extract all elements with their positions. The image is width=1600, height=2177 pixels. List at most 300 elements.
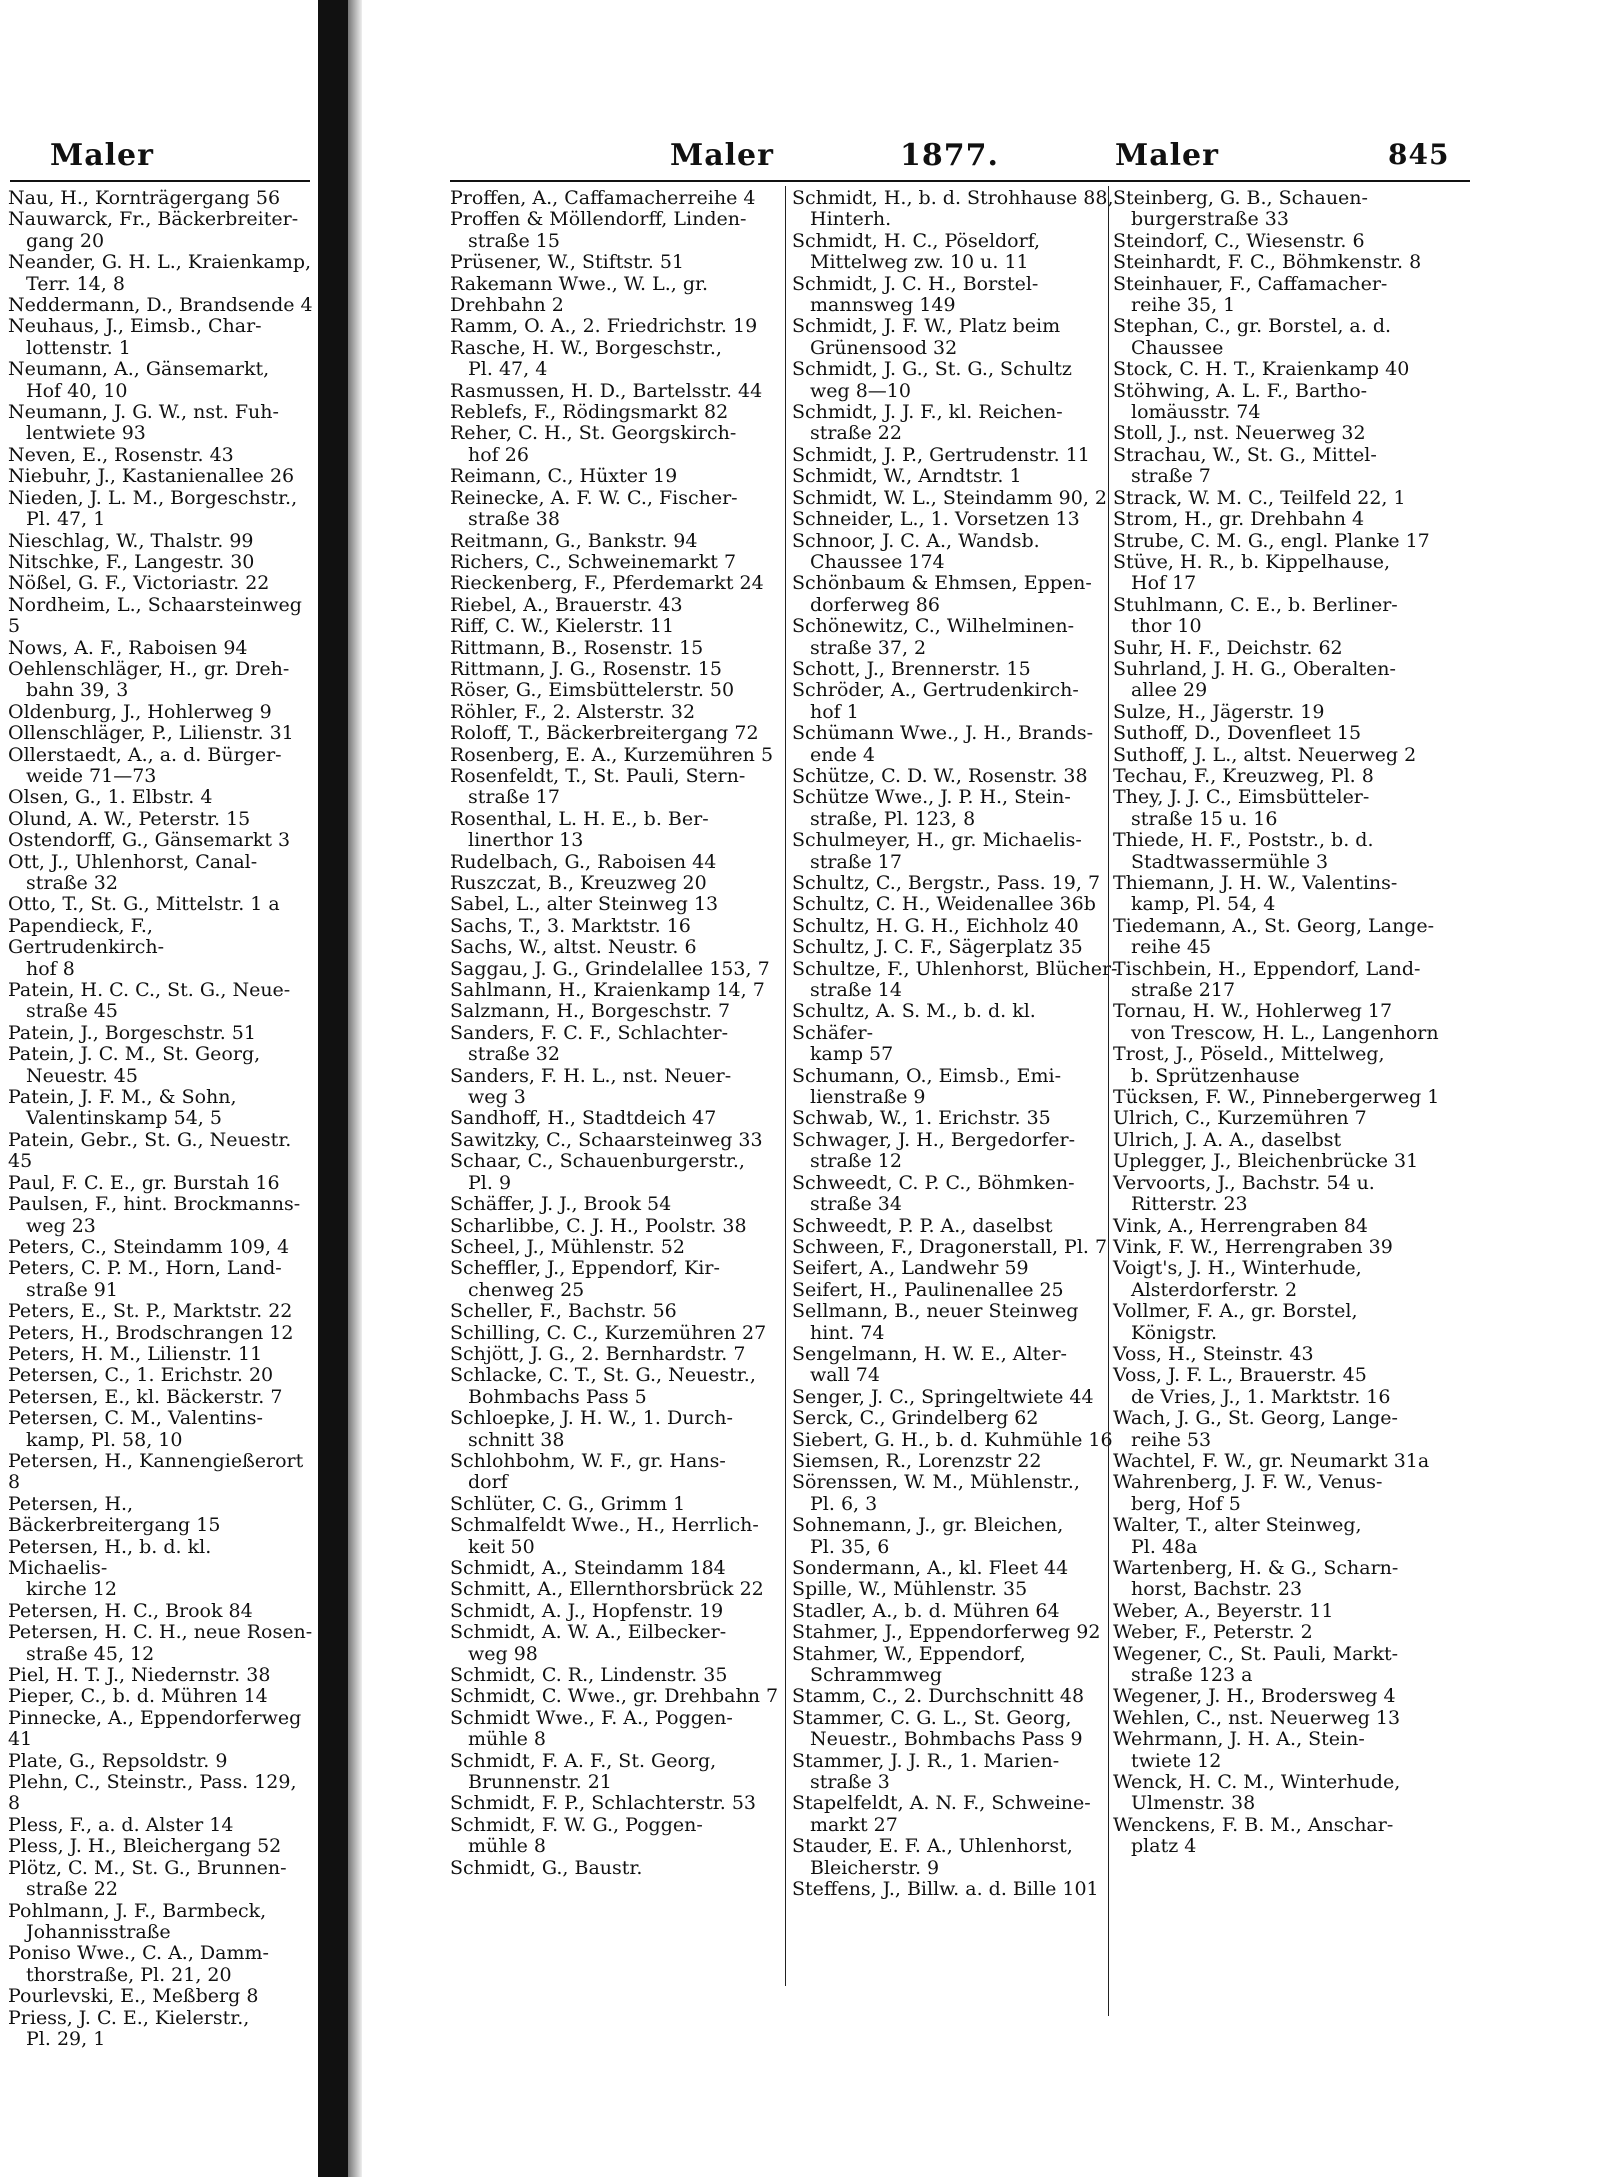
directory-line: Röser, G., Eimsbüttelerstr. 50: [450, 679, 735, 702]
column-divider-1: [785, 186, 786, 1986]
directory-line: Oldenburg, J., Hohlerweg 9: [8, 700, 272, 723]
directory-line: Sanders, F. H. L., nst. Neuer-: [450, 1064, 732, 1087]
right-column-3: [1113, 188, 1453, 2018]
directory-line: Schlohbohm, W. F., gr. Hans-: [450, 1449, 726, 1472]
directory-line: Saggau, J. G., Grindelallee 153, 7: [450, 957, 770, 980]
directory-line: Schmidt, C. Wwe., gr. Drehbahn 7: [450, 1685, 779, 1708]
directory-line: Alsterdorferstr. 2: [1131, 1278, 1298, 1301]
directory-line: Schilling, C. C., Kurzemühren 27: [450, 1321, 767, 1344]
directory-line: thorstraße, Pl. 21, 20: [26, 1963, 232, 1986]
directory-line: Scharlibbe, C. J. H., Poolstr. 38: [450, 1214, 747, 1237]
directory-line: Pl. 9: [468, 1171, 512, 1194]
directory-line: Pl. 47, 1: [26, 508, 106, 531]
directory-line: Bohmbachs Pass 5: [468, 1385, 647, 1408]
directory-line: Nitschke, F., Langestr. 30: [8, 550, 255, 573]
directory-line: Roloff, T., Bäckerbreitergang 72: [450, 722, 759, 745]
directory-line: Olund, A. W., Peterstr. 15: [8, 807, 251, 830]
directory-line: straße 34: [810, 1193, 902, 1216]
directory-line: straße 3: [810, 1771, 890, 1794]
directory-line: Patein, H. C. C., St. G., Neue-: [8, 979, 291, 1002]
right-page-year: 1877.: [900, 138, 999, 173]
directory-line: Seifert, A., Landwehr 59: [792, 1257, 1029, 1280]
directory-line: Walter, T., alter Steinweg,: [1113, 1514, 1362, 1537]
directory-line: reihe 53: [1131, 1428, 1212, 1451]
directory-line: b. Sprützenhause: [1131, 1064, 1300, 1087]
directory-line: Neumann, J. G. W., nst. Fuh-: [8, 401, 279, 424]
directory-line: Steindorf, C., Wiesenstr. 6: [1113, 229, 1365, 252]
directory-line: Piel, H. T. J., Niedernstr. 38: [8, 1664, 271, 1687]
directory-line: burgerstraße 33: [1131, 208, 1289, 231]
directory-line: Stammer, C. G. L., St. Georg,: [792, 1706, 1072, 1729]
directory-line: straße 15 u. 16: [1131, 807, 1278, 830]
directory-line: Sandhoff, H., Stadtdeich 47: [450, 1107, 717, 1130]
directory-line: Schmidt, A., Steindamm 184: [450, 1557, 726, 1579]
directory-line: Neddermann, D., Brandsende 4: [8, 294, 313, 317]
directory-line: Weber, A., Beyerstr. 11: [1113, 1599, 1334, 1622]
directory-line: Pohlmann, J. F., Barmbeck,: [8, 1899, 267, 1922]
directory-line: Tornau, H. W., Hohlerweg 17: [1113, 1000, 1393, 1023]
directory-line: thor 10: [1131, 615, 1202, 638]
directory-line: Pl. 6, 3: [810, 1492, 878, 1515]
right-header-rule: [450, 180, 1470, 182]
directory-line: straße 22: [26, 1878, 118, 1901]
directory-line: kamp 57: [810, 1043, 894, 1066]
directory-line: Stoll, J., nst. Neuerweg 32: [1113, 422, 1366, 445]
directory-line: Terr. 14, 8: [26, 272, 125, 295]
directory-line: Chaussee: [1131, 336, 1224, 359]
directory-line: Reblefs, F., Rödingsmarkt 82: [450, 401, 729, 424]
directory-line: Wach, J. G., St. Georg, Lange-: [1113, 1407, 1398, 1430]
directory-line: Patein, J., Borgeschstr. 51: [8, 1021, 256, 1044]
directory-line: Rakemann Wwe., W. L., gr.: [450, 272, 709, 295]
directory-line: Reher, C. H., St. Georgskirch-: [450, 422, 737, 445]
directory-line: Schmidt, W. L., Steindamm 90, 2: [792, 486, 1108, 509]
directory-line: Wegener, C., St. Pauli, Markt-: [1113, 1642, 1399, 1665]
directory-line: Peters, H., Brodschrangen 12: [8, 1321, 294, 1344]
directory-line: Stahmer, J., Eppendorferweg 92: [792, 1621, 1101, 1644]
directory-line: Rosenberg, E. A., Kurzemühren 5: [450, 743, 774, 766]
left-page: [0, 0, 318, 2177]
directory-line: Riebel, A., Brauerstr. 43: [450, 593, 683, 616]
directory-line: Stuhlmann, C. E., b. Berliner-: [1113, 593, 1398, 616]
directory-line: Plötz, C. M., St. G., Brunnen-: [8, 1856, 287, 1879]
directory-line: Schröder, A., Gertrudenkirch-: [792, 679, 1079, 702]
directory-line: hint. 74: [810, 1321, 885, 1344]
directory-line: straße 37, 2: [810, 636, 927, 659]
directory-line: Salzmann, H., Borgeschstr. 7: [450, 1000, 731, 1023]
left-column: [8, 187, 313, 2050]
directory-line: straße, Pl. 123, 8: [810, 807, 976, 830]
directory-line: straße 17: [468, 786, 560, 809]
directory-line: Hinterh.: [810, 208, 892, 231]
directory-line: Thiemann, J. H. W., Valentins-: [1113, 872, 1398, 894]
directory-line: Pieper, C., b. d. Mühren 14: [8, 1685, 268, 1708]
directory-line: Schweedt, C. P. C., Böhmken-: [792, 1171, 1075, 1194]
directory-line: straße 123 a: [1131, 1664, 1253, 1687]
directory-line: Schmidt, A. W. A., Eilbecker-: [450, 1621, 727, 1644]
directory-line: Schweedt, P. P. A., daselbst: [792, 1214, 1053, 1237]
directory-line: Peters, C. P. M., Horn, Land-: [8, 1257, 282, 1280]
directory-line: kirche 12: [26, 1578, 118, 1601]
directory-line: Schmidt, W., Arndtstr. 1: [792, 465, 1022, 488]
directory-line: Schmidt, J. J. F., kl. Reichen-: [792, 401, 1063, 424]
directory-line: Plehn, C., Steinstr., Pass. 129, 8: [8, 1771, 303, 1815]
directory-line: markt 27: [810, 1813, 898, 1836]
directory-line: Hof 17: [1131, 572, 1197, 595]
directory-line: Schmalfeldt Wwe., H., Herrlich-: [450, 1514, 759, 1537]
directory-line: Nordheim, L., Schaarsteinweg 5: [8, 593, 308, 638]
directory-line: Wegener, J. H., Brodersweg 4: [1113, 1685, 1396, 1708]
directory-line: Schultz, J. C. F., Sägerplatz 35: [792, 936, 1083, 959]
directory-line: Niebuhr, J., Kastanienallee 26: [8, 465, 295, 488]
directory-line: Strube, C. M. G., engl. Planke 17: [1113, 529, 1430, 552]
directory-line: Rosenthal, L. H. E., b. Ber-: [450, 807, 709, 830]
directory-line: Schwager, J. H., Bergedorfer-: [792, 1128, 1076, 1151]
directory-line: Stüve, H. R., b. Kippelhause,: [1113, 550, 1391, 573]
directory-line: Schäffer, J. J., Brook 54: [450, 1193, 672, 1216]
directory-line: lienstraße 9: [810, 1086, 926, 1109]
directory-line: Grünensood 32: [810, 336, 958, 359]
directory-line: Steffens, J., Billw. a. d. Bille 101: [792, 1878, 1099, 1901]
directory-line: Thiede, H. F., Poststr., b. d.: [1113, 829, 1374, 852]
directory-line: Schmidt, J. P., Gertrudenstr. 11: [792, 443, 1090, 466]
directory-line: weg 3: [468, 1086, 526, 1109]
directory-line: Siebert, G. H., b. d. Kuhmühle 16: [792, 1428, 1113, 1451]
directory-line: allee 29: [1131, 679, 1208, 702]
directory-line: Stamm, C., 2. Durchschnitt 48: [792, 1685, 1085, 1708]
directory-line: Steinhauer, F., Caffamacher-: [1113, 272, 1388, 295]
directory-line: hof 26: [468, 443, 529, 466]
directory-line: Stammer, J. J. R., 1. Marien-: [792, 1749, 1060, 1772]
directory-line: Nieden, J. L. M., Borgeschstr.,: [8, 486, 298, 509]
directory-line: Suhr, H. F., Deichstr. 62: [1113, 636, 1343, 659]
directory-line: Suthoff, D., Dovenfleet 15: [1113, 722, 1362, 745]
directory-line: Voss, H., Steinstr. 43: [1113, 1342, 1314, 1365]
directory-line: Neuestr. 45: [26, 1064, 138, 1087]
directory-line: Sellmann, B., neuer Steinweg: [792, 1300, 1079, 1323]
directory-line: Neuestr., Bohmbachs Pass 9: [810, 1728, 1083, 1751]
directory-line: Schwab, W., 1. Erichstr. 35: [792, 1107, 1051, 1130]
right-page: [400, 0, 1480, 2177]
directory-line: kamp, Pl. 58, 10: [26, 1428, 183, 1451]
directory-line: Schloepke, J. H. W., 1. Durch-: [450, 1407, 733, 1430]
directory-line: Schmidt, C. R., Lindenstr. 35: [450, 1664, 728, 1687]
directory-line: Spille, W., Mühlenstr. 35: [792, 1578, 1028, 1601]
directory-line: Vink, A., Herrengraben 84: [1113, 1214, 1369, 1237]
directory-line: Wehrmann, J. H. A., Stein-: [1113, 1728, 1365, 1751]
directory-line: Stöhwing, A. L. F., Bartho-: [1113, 379, 1368, 402]
directory-line: Tischbein, H., Eppendorf, Land-: [1113, 957, 1421, 980]
directory-line: Schumann, O., Eimsb., Emi-: [792, 1064, 1061, 1087]
directory-line: Pl. 35, 6: [810, 1535, 890, 1558]
directory-line: Schlüter, C. G., Grimm 1: [450, 1492, 686, 1515]
directory-line: Vink, F. W., Herrengraben 39: [1113, 1235, 1393, 1258]
directory-line: Schütze Wwe., J. P. H., Stein-: [792, 786, 1071, 809]
directory-line: Schmidt Wwe., F. A., Poggen-: [450, 1706, 733, 1729]
directory-line: Petersen, H. C., Brook 84: [8, 1599, 253, 1622]
directory-line: Wartenberg, H. & G., Scharn-: [1113, 1557, 1399, 1579]
column-divider-2: [1108, 186, 1109, 2016]
directory-line: wall 74: [810, 1364, 880, 1387]
directory-line: Schween, F., Dragonerstall, Pl. 7: [792, 1235, 1108, 1258]
directory-line: Schultz, C. H., Weidenallee 36b: [792, 893, 1096, 916]
directory-line: Ostendorff, G., Gänsemarkt 3: [8, 829, 291, 852]
directory-line: de Vries, J., 1. Marktstr. 16: [1131, 1385, 1391, 1408]
directory-line: Rasche, H. W., Borgeschstr.,: [450, 336, 722, 359]
directory-line: Reinecke, A. F. W. C., Fischer-: [450, 486, 738, 509]
directory-line: Schott, J., Brennerstr. 15: [792, 657, 1031, 680]
directory-line: lomäusstr. 74: [1131, 401, 1261, 424]
directory-line: schnitt 38: [468, 1428, 565, 1451]
directory-line: Pl. 29, 1: [26, 2027, 106, 2050]
directory-line: weg 23: [26, 1214, 96, 1237]
directory-line: weide 71—73: [26, 764, 157, 787]
directory-line: Scheller, F., Bachstr. 56: [450, 1300, 677, 1323]
directory-line: Rasmussen, H. D., Bartelsstr. 44: [450, 379, 763, 402]
directory-line: Ritterstr. 23: [1131, 1193, 1248, 1216]
directory-line: Brunnenstr. 21: [468, 1771, 612, 1794]
directory-line: ende 4: [810, 743, 876, 766]
directory-line: Rieckenberg, F., Pferdemarkt 24: [450, 572, 764, 595]
directory-line: Sawitzky, C., Schaarsteinweg 33: [450, 1128, 763, 1151]
directory-line: Serck, C., Grindelberg 62: [792, 1407, 1039, 1430]
directory-line: Schultz, H. G. H., Eichholz 40: [792, 914, 1079, 937]
directory-line: Suhrland, J. H. G., Oberalten-: [1113, 657, 1396, 680]
directory-line: Nau, H., Kornträgergang 56: [8, 187, 281, 209]
directory-line: Schmidt, F. A. F., St. Georg,: [450, 1749, 717, 1772]
directory-line: mühle 8: [468, 1728, 546, 1751]
directory-line: bahn 39, 3: [26, 679, 129, 702]
directory-line: Nößel, G. F., Victoriastr. 22: [8, 572, 270, 595]
directory-line: linerthor 13: [468, 829, 584, 852]
directory-line: Petersen, H., Bäckerbreitergang 15: [8, 1492, 221, 1537]
directory-line: straße 32: [26, 872, 118, 894]
directory-line: Scheel, J., Mühlenstr. 52: [450, 1235, 685, 1258]
directory-line: Nauwarck, Fr., Bäckerbreiter-: [8, 208, 299, 231]
directory-line: Schaar, C., Schauenburgerstr.,: [450, 1150, 745, 1173]
directory-line: They, J. J. C., Eimsbütteler-: [1113, 786, 1370, 809]
directory-line: Schmidt, A. J., Hopfenstr. 19: [450, 1599, 724, 1622]
directory-line: Sondermann, A., kl. Fleet 44: [792, 1557, 1069, 1579]
directory-line: Uplegger, J., Bleichenbrücke 31: [1113, 1150, 1419, 1173]
directory-line: Valentinskamp 54, 5: [26, 1107, 222, 1130]
directory-line: reihe 45: [1131, 936, 1212, 959]
directory-line: Sabel, L., alter Steinweg 13: [450, 893, 719, 916]
directory-line: lottenstr. 1: [26, 336, 131, 359]
directory-line: straße 45, 12: [26, 1642, 155, 1665]
directory-line: mühle 8: [468, 1835, 546, 1858]
directory-line: Ulrich, J. A. A., daselbst: [1113, 1128, 1342, 1151]
directory-line: Peters, C., Steindamm 109, 4: [8, 1235, 290, 1258]
directory-line: Neander, G. H. L., Kraienkamp,: [8, 251, 312, 274]
directory-line: Neuhaus, J., Eimsb., Char-: [8, 315, 262, 338]
directory-line: Wehlen, C., nst. Neuerweg 13: [1113, 1706, 1401, 1729]
book-gutter: [318, 0, 348, 2177]
directory-line: Vervoorts, J., Bachstr. 54 u.: [1113, 1171, 1375, 1194]
directory-line: hof 8: [26, 957, 75, 980]
directory-line: Pl. 47, 4: [468, 358, 548, 381]
directory-line: Paul, F. C. E., gr. Burstah 16: [8, 1171, 280, 1194]
directory-line: Schmidt, J. F. W., Platz beim: [792, 315, 1061, 338]
directory-line: Rittmann, J. G., Rosenstr. 15: [450, 657, 723, 680]
directory-line: straße 14: [810, 979, 902, 1002]
directory-line: Schmidt, F. P., Schlachterstr. 53: [450, 1792, 756, 1815]
directory-line: Riff, C. W., Kielerstr. 11: [450, 615, 675, 638]
directory-line: Stephan, C., gr. Borstel, a. d.: [1113, 315, 1392, 338]
directory-line: Weber, F., Peterstr. 2: [1113, 1621, 1313, 1644]
directory-line: weg 98: [468, 1642, 538, 1665]
directory-line: Röhler, F., 2. Alsterstr. 32: [450, 700, 696, 723]
directory-line: Sanders, F. C. F., Schlachter-: [450, 1021, 729, 1044]
directory-line: Schütze, C. D. W., Rosenstr. 38: [792, 764, 1088, 787]
directory-line: Priess, J. C. E., Kielerstr.,: [8, 2006, 250, 2029]
directory-line: Voigt's, J. H., Winterhude,: [1113, 1257, 1362, 1280]
directory-line: Bleicherstr. 9: [810, 1856, 940, 1879]
directory-line: Tücksen, F. W., Pinnebergerweg 1: [1113, 1086, 1440, 1109]
directory-line: Rittmann, B., Rosenstr. 15: [450, 636, 704, 659]
directory-line: Nows, A. F., Raboisen 94: [8, 636, 248, 659]
directory-line: Sachs, W., altst. Neustr. 6: [450, 936, 697, 959]
directory-line: Sohnemann, J., gr. Bleichen,: [792, 1514, 1064, 1537]
directory-line: Wenckens, F. B. M., Anschar-: [1113, 1813, 1394, 1836]
directory-line: Olsen, G., 1. Elbstr. 4: [8, 786, 213, 809]
directory-line: horst, Bachstr. 23: [1131, 1578, 1303, 1601]
directory-line: Siemsen, R., Lorenzstr 22: [792, 1449, 1042, 1472]
directory-line: Ott, J., Uhlenhorst, Canal-: [8, 850, 258, 873]
directory-line: Schultz, A. S. M., b. d. kl. Schäfer-: [792, 1000, 1042, 1044]
directory-line: Ulrich, C., Kurzemühren 7: [1113, 1107, 1367, 1130]
directory-line: Stadler, A., b. d. Mühren 64: [792, 1599, 1060, 1622]
directory-line: chenweg 25: [468, 1278, 585, 1301]
directory-line: Paulsen, F., hint. Brockmanns-: [8, 1193, 301, 1216]
directory-line: Drehbahn 2: [450, 294, 564, 317]
directory-line: Proffen, A., Caffamacherreihe 4: [450, 187, 756, 209]
directory-line: Petersen, H., Kannengießerort 8: [8, 1449, 310, 1494]
directory-line: Reimann, C., Hüxter 19: [450, 465, 678, 488]
directory-line: Strack, W. M. C., Teilfeld 22, 1: [1113, 486, 1406, 509]
directory-line: Papendieck, F., Gertrudenkirch-: [8, 914, 165, 959]
directory-line: Nieschlag, W., Thalstr. 99: [8, 529, 254, 552]
directory-line: mannsweg 149: [810, 294, 956, 317]
directory-line: Schönbaum & Ehmsen, Eppen-: [792, 572, 1092, 595]
directory-line: Johannisstraße: [26, 1920, 171, 1943]
directory-line: straße 12: [810, 1150, 902, 1173]
directory-line: Schrammweg: [810, 1664, 943, 1687]
directory-line: Scheffler, J., Eppendorf, Kir-: [450, 1257, 720, 1280]
directory-line: Petersen, H., b. d. kl. Michaelis-: [8, 1535, 218, 1579]
right-page-header-left: Maler: [670, 138, 774, 173]
directory-line: Schönewitz, C., Wilhelminen-: [792, 615, 1074, 638]
directory-line: Stauder, E. F. A., Uhlenhorst,: [792, 1835, 1073, 1858]
directory-line: Ulmenstr. 38: [1131, 1792, 1256, 1815]
page-number: 845: [1388, 138, 1450, 171]
directory-line: Wenck, H. C. M., Winterhude,: [1113, 1771, 1401, 1794]
directory-line: Sulze, H., Jägerstr. 19: [1113, 700, 1325, 723]
directory-line: Schulmeyer, H., gr. Michaelis-: [792, 829, 1082, 852]
directory-line: Voss, J. F. L., Brauerstr. 45: [1113, 1364, 1367, 1387]
directory-line: Stahmer, W., Eppendorf,: [792, 1642, 1026, 1665]
directory-line: gang 20: [26, 229, 105, 252]
directory-line: Sörenssen, W. M., Mühlenstr.,: [792, 1471, 1080, 1494]
directory-line: Steinberg, G. B., Schauen-: [1113, 187, 1368, 209]
directory-line: Ollenschläger, P., Lilienstr. 31: [8, 722, 294, 745]
directory-line: Sahlmann, H., Kraienkamp 14, 7: [450, 979, 765, 1002]
directory-line: Schneider, L., 1. Vorsetzen 13: [792, 508, 1080, 531]
directory-line: Ruszczat, B., Kreuzweg 20: [450, 872, 707, 894]
directory-line: straße 38: [468, 508, 560, 531]
directory-line: Wahrenberg, J. F. W., Venus-: [1113, 1471, 1383, 1494]
directory-line: Otto, T., St. G., Mittelstr. 1 a: [8, 893, 280, 916]
directory-line: Schümann Wwe., J. H., Brands-: [792, 722, 1093, 745]
directory-line: Patein, Gebr., St. G., Neuestr. 45: [8, 1128, 298, 1173]
directory-line: Ramm, O. A., 2. Friedrichstr. 19: [450, 315, 758, 338]
directory-line: von Trescow, H. L., Langenhorn: [1131, 1021, 1439, 1044]
directory-line: dorferweg 86: [810, 593, 940, 616]
directory-line: Richers, C., Schweinemarkt 7: [450, 550, 737, 573]
directory-line: Mittelweg zw. 10 u. 11: [810, 251, 1029, 274]
directory-line: Senger, J. C., Springeltwiete 44: [792, 1385, 1094, 1408]
left-header-rule: [10, 180, 310, 182]
directory-line: berg, Hof 5: [1131, 1492, 1241, 1515]
directory-line: Schmidt, J. G., St. G., Schultz: [792, 358, 1072, 381]
directory-line: keit 50: [468, 1535, 535, 1558]
directory-line: Pl. 48a: [1131, 1535, 1198, 1558]
directory-line: platz 4: [1131, 1835, 1197, 1858]
directory-line: Petersen, H. C. H., neue Rosen-: [8, 1621, 313, 1644]
directory-line: Hof 40, 10: [26, 379, 128, 402]
directory-line: Schmidt, J. C. H., Borstel-: [792, 272, 1039, 295]
directory-line: Suthoff, J. L., altst. Neuerweg 2: [1113, 743, 1417, 766]
directory-line: Patein, J. F. M., & Sohn,: [8, 1086, 237, 1109]
directory-line: Sachs, T., 3. Marktstr. 16: [450, 914, 691, 937]
directory-line: Techau, F., Kreuzweg, Pl. 8: [1113, 764, 1374, 787]
directory-line: Strom, H., gr. Drehbahn 4: [1113, 508, 1365, 531]
directory-line: Ollerstaedt, A., a. d. Bürger-: [8, 743, 282, 766]
directory-line: straße 91: [26, 1278, 118, 1301]
directory-line: weg 8—10: [810, 379, 911, 402]
directory-line: dorf: [468, 1471, 508, 1494]
directory-line: Trost, J., Pöseld., Mittelweg,: [1113, 1043, 1385, 1066]
directory-line: Prüsener, W., Stiftstr. 51: [450, 251, 685, 274]
directory-line: Pless, F., a. d. Alster 14: [8, 1813, 234, 1836]
directory-line: Stapelfeldt, A. N. F., Schweine-: [792, 1792, 1091, 1815]
directory-line: Patein, J. C. M., St. Georg,: [8, 1043, 261, 1066]
directory-line: Plate, G., Repsoldstr. 9: [8, 1749, 228, 1772]
directory-line: straße 7: [1131, 465, 1211, 488]
directory-line: Rosenfeldt, T., St. Pauli, Stern-: [450, 764, 746, 787]
directory-line: Schultz, C., Bergstr., Pass. 19, 7: [792, 872, 1101, 894]
directory-line: Petersen, C. M., Valentins-: [8, 1407, 263, 1430]
directory-line: Reitmann, G., Bankstr. 94: [450, 529, 698, 552]
directory-line: Schmidt, F. W. G., Poggen-: [450, 1813, 703, 1836]
directory-line: Pless, J. H., Bleichergang 52: [8, 1835, 282, 1858]
directory-line: Schlacke, C. T., St. G., Neuestr.,: [450, 1364, 756, 1387]
directory-line: Königstr.: [1131, 1321, 1218, 1344]
directory-line: Petersen, C., 1. Erichstr. 20: [8, 1364, 274, 1387]
directory-line: Neven, E., Rosenstr. 43: [8, 443, 234, 466]
directory-line: Strachau, W., St. G., Mittel-: [1113, 443, 1377, 466]
directory-line: Stadtwassermühle 3: [1131, 850, 1329, 873]
directory-line: Peters, E., St. P., Marktstr. 22: [8, 1300, 293, 1323]
directory-line: hof 1: [810, 700, 859, 723]
directory-line: Seifert, H., Paulinenallee 25: [792, 1278, 1064, 1301]
directory-line: Sengelmann, H. W. E., Alter-: [792, 1342, 1067, 1365]
directory-line: straße 217: [1131, 979, 1236, 1002]
directory-line: Proffen & Möllendorff, Linden-: [450, 208, 747, 231]
directory-line: straße 17: [810, 850, 902, 873]
directory-line: Schmitt, A., Ellernthorsbrück 22: [450, 1578, 764, 1601]
directory-line: Schmidt, H., b. d. Strohhause 88,: [792, 187, 1114, 209]
